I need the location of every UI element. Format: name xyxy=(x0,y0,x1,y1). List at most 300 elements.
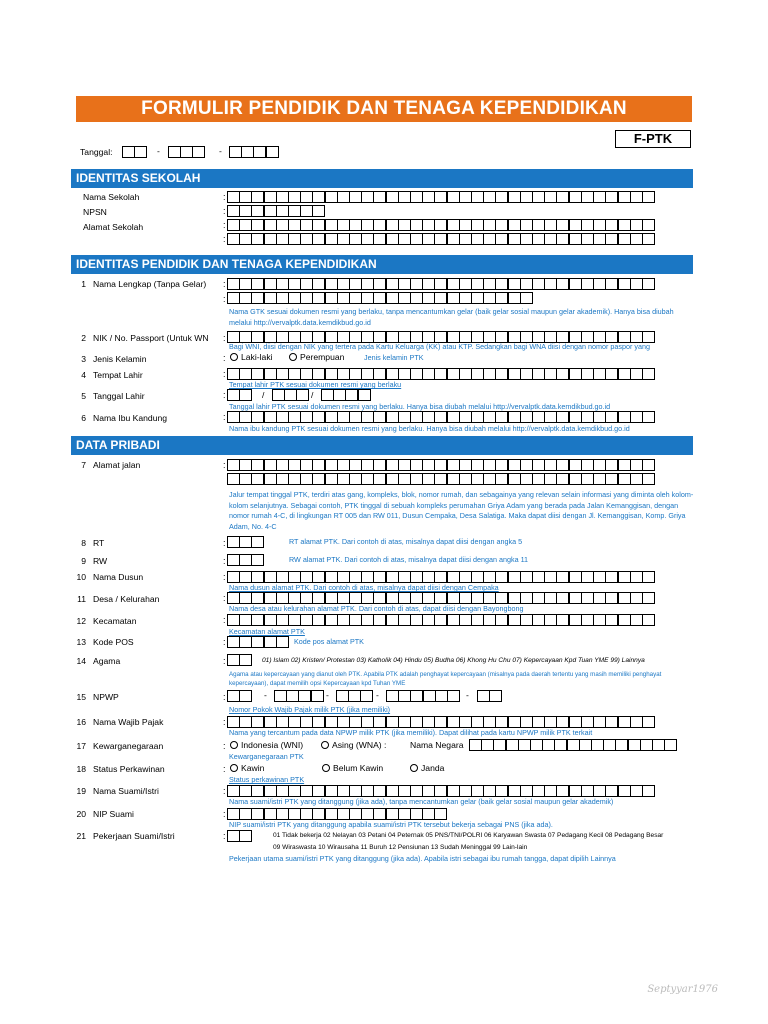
char-box[interactable] xyxy=(447,219,460,231)
radio-belum-kawin[interactable] xyxy=(322,763,383,774)
char-box[interactable] xyxy=(276,411,289,423)
char-box[interactable] xyxy=(544,459,557,471)
char-box[interactable] xyxy=(459,716,472,728)
char-box[interactable] xyxy=(264,614,277,626)
char-box[interactable] xyxy=(556,191,569,203)
char-box[interactable] xyxy=(361,473,374,485)
char-box[interactable] xyxy=(361,808,374,820)
char-box[interactable] xyxy=(593,785,606,797)
char-box[interactable] xyxy=(386,716,399,728)
char-box[interactable] xyxy=(422,571,435,583)
char-box[interactable] xyxy=(410,716,423,728)
char-box[interactable] xyxy=(495,292,508,304)
char-box[interactable] xyxy=(434,592,447,604)
char-box[interactable] xyxy=(251,785,264,797)
char-box[interactable] xyxy=(337,219,350,231)
tanggal-lahir-day-boxes[interactable] xyxy=(227,389,251,401)
char-box[interactable] xyxy=(325,808,338,820)
char-box[interactable] xyxy=(239,411,252,423)
char-box[interactable] xyxy=(508,278,521,290)
char-box[interactable] xyxy=(520,716,533,728)
char-box[interactable] xyxy=(495,614,508,626)
char-box[interactable] xyxy=(386,785,399,797)
char-box[interactable] xyxy=(410,368,423,380)
char-box[interactable] xyxy=(593,411,606,423)
char-box[interactable] xyxy=(227,292,240,304)
char-box[interactable] xyxy=(288,233,301,245)
char-box[interactable] xyxy=(605,191,618,203)
char-box[interactable] xyxy=(227,690,240,702)
char-box[interactable] xyxy=(483,292,496,304)
char-box[interactable] xyxy=(520,368,533,380)
char-box[interactable] xyxy=(361,292,374,304)
char-box[interactable] xyxy=(239,205,252,217)
char-box[interactable] xyxy=(556,459,569,471)
char-box[interactable] xyxy=(518,739,531,751)
char-box[interactable] xyxy=(410,459,423,471)
char-box[interactable] xyxy=(264,592,277,604)
char-box[interactable] xyxy=(300,205,313,217)
char-box[interactable] xyxy=(544,473,557,485)
char-box[interactable] xyxy=(325,592,338,604)
char-box[interactable] xyxy=(410,278,423,290)
char-box[interactable] xyxy=(227,592,240,604)
char-box[interactable] xyxy=(593,233,606,245)
char-box[interactable] xyxy=(447,292,460,304)
char-box[interactable] xyxy=(239,368,252,380)
char-box[interactable] xyxy=(373,473,386,485)
char-box[interactable] xyxy=(581,233,594,245)
char-box[interactable] xyxy=(569,716,582,728)
char-box[interactable] xyxy=(605,368,618,380)
char-box[interactable] xyxy=(556,278,569,290)
char-box[interactable] xyxy=(605,219,618,231)
char-box[interactable] xyxy=(312,473,325,485)
char-box[interactable] xyxy=(593,368,606,380)
char-box[interactable] xyxy=(239,592,252,604)
char-box[interactable] xyxy=(569,191,582,203)
char-box[interactable] xyxy=(288,459,301,471)
char-box[interactable] xyxy=(422,411,435,423)
char-box[interactable] xyxy=(642,368,655,380)
char-box[interactable] xyxy=(495,278,508,290)
char-box[interactable] xyxy=(593,191,606,203)
char-box[interactable] xyxy=(630,459,643,471)
char-box[interactable] xyxy=(325,278,338,290)
char-box[interactable] xyxy=(398,368,411,380)
nama-wajib-pajak-boxes[interactable] xyxy=(227,716,654,728)
char-box[interactable] xyxy=(434,278,447,290)
char-box[interactable] xyxy=(227,219,240,231)
char-box[interactable] xyxy=(312,292,325,304)
char-box[interactable] xyxy=(434,614,447,626)
char-box[interactable] xyxy=(227,785,240,797)
char-box[interactable] xyxy=(471,368,484,380)
char-box[interactable] xyxy=(532,716,545,728)
char-box[interactable] xyxy=(642,592,655,604)
char-box[interactable] xyxy=(264,636,277,648)
char-box[interactable] xyxy=(652,739,665,751)
char-box[interactable] xyxy=(227,808,240,820)
char-box[interactable] xyxy=(520,785,533,797)
char-box[interactable] xyxy=(349,571,362,583)
char-box[interactable] xyxy=(459,233,472,245)
char-box[interactable] xyxy=(373,219,386,231)
char-box[interactable] xyxy=(459,571,472,583)
char-box[interactable] xyxy=(593,459,606,471)
char-box[interactable] xyxy=(532,278,545,290)
char-box[interactable] xyxy=(337,292,350,304)
radio-wna[interactable] xyxy=(321,740,386,751)
char-box[interactable] xyxy=(569,219,582,231)
char-box[interactable] xyxy=(495,785,508,797)
char-box[interactable] xyxy=(325,716,338,728)
char-box[interactable] xyxy=(386,614,399,626)
desa-boxes[interactable] xyxy=(227,592,654,604)
char-box[interactable] xyxy=(459,191,472,203)
char-box[interactable] xyxy=(264,292,277,304)
char-box[interactable] xyxy=(312,808,325,820)
char-box[interactable] xyxy=(239,536,252,548)
char-box[interactable] xyxy=(410,614,423,626)
char-box[interactable] xyxy=(349,191,362,203)
char-box[interactable] xyxy=(298,690,311,702)
char-box[interactable] xyxy=(239,191,252,203)
char-box[interactable] xyxy=(581,278,594,290)
char-box[interactable] xyxy=(642,459,655,471)
rw-boxes[interactable] xyxy=(227,554,264,566)
char-box[interactable] xyxy=(630,473,643,485)
char-box[interactable] xyxy=(276,571,289,583)
char-box[interactable] xyxy=(520,411,533,423)
char-box[interactable] xyxy=(398,690,411,702)
char-box[interactable] xyxy=(227,536,240,548)
char-box[interactable] xyxy=(434,368,447,380)
char-box[interactable] xyxy=(520,571,533,583)
char-box[interactable] xyxy=(434,292,447,304)
char-box[interactable] xyxy=(410,592,423,604)
char-box[interactable] xyxy=(300,191,313,203)
char-box[interactable] xyxy=(312,233,325,245)
nip-suami-boxes[interactable] xyxy=(227,808,447,820)
char-box[interactable] xyxy=(251,808,264,820)
char-box[interactable] xyxy=(373,191,386,203)
char-box[interactable] xyxy=(311,690,324,702)
nama-lengkap-boxes-2[interactable] xyxy=(227,292,532,304)
char-box[interactable] xyxy=(349,592,362,604)
char-box[interactable] xyxy=(398,459,411,471)
char-box[interactable] xyxy=(642,571,655,583)
char-box[interactable] xyxy=(618,411,631,423)
char-box[interactable] xyxy=(434,459,447,471)
char-box[interactable] xyxy=(422,473,435,485)
char-box[interactable] xyxy=(483,473,496,485)
char-box[interactable] xyxy=(567,739,580,751)
char-box[interactable] xyxy=(325,473,338,485)
char-box[interactable] xyxy=(398,785,411,797)
char-box[interactable] xyxy=(471,614,484,626)
char-box[interactable] xyxy=(349,614,362,626)
char-box[interactable] xyxy=(239,571,252,583)
char-box[interactable] xyxy=(398,716,411,728)
char-box[interactable] xyxy=(300,785,313,797)
kode-pos-boxes[interactable] xyxy=(227,636,288,648)
char-box[interactable] xyxy=(593,278,606,290)
char-box[interactable] xyxy=(630,368,643,380)
char-box[interactable] xyxy=(264,716,277,728)
char-box[interactable] xyxy=(471,411,484,423)
char-box[interactable] xyxy=(288,785,301,797)
char-box[interactable] xyxy=(581,368,594,380)
char-box[interactable] xyxy=(581,785,594,797)
char-box[interactable] xyxy=(251,614,264,626)
char-box[interactable] xyxy=(410,191,423,203)
radio-janda[interactable] xyxy=(410,763,444,774)
char-box[interactable] xyxy=(337,473,350,485)
char-box[interactable] xyxy=(447,459,460,471)
char-box[interactable] xyxy=(264,368,277,380)
char-box[interactable] xyxy=(483,785,496,797)
char-box[interactable] xyxy=(264,278,277,290)
char-box[interactable] xyxy=(286,690,299,702)
char-box[interactable] xyxy=(542,739,555,751)
char-box[interactable] xyxy=(642,278,655,290)
char-box[interactable] xyxy=(605,716,618,728)
char-box[interactable] xyxy=(493,739,506,751)
char-box[interactable] xyxy=(361,592,374,604)
char-box[interactable] xyxy=(471,716,484,728)
char-box[interactable] xyxy=(471,191,484,203)
char-box[interactable] xyxy=(483,191,496,203)
char-box[interactable] xyxy=(471,459,484,471)
char-box[interactable] xyxy=(373,278,386,290)
char-box[interactable] xyxy=(264,571,277,583)
char-box[interactable] xyxy=(227,191,240,203)
char-box[interactable] xyxy=(434,785,447,797)
char-box[interactable] xyxy=(447,592,460,604)
char-box[interactable] xyxy=(434,191,447,203)
char-box[interactable] xyxy=(276,233,289,245)
char-box[interactable] xyxy=(296,389,309,401)
char-box[interactable] xyxy=(312,205,325,217)
char-box[interactable] xyxy=(349,219,362,231)
char-box[interactable] xyxy=(556,219,569,231)
char-box[interactable] xyxy=(386,191,399,203)
char-box[interactable] xyxy=(618,473,631,485)
char-box[interactable] xyxy=(422,808,435,820)
char-box[interactable] xyxy=(251,473,264,485)
char-box[interactable] xyxy=(349,411,362,423)
char-box[interactable] xyxy=(459,278,472,290)
char-box[interactable] xyxy=(251,233,264,245)
tempat-lahir-boxes[interactable] xyxy=(227,368,654,380)
char-box[interactable] xyxy=(618,459,631,471)
char-box[interactable] xyxy=(325,614,338,626)
char-box[interactable] xyxy=(386,233,399,245)
npwp-boxes-5[interactable] xyxy=(477,690,501,702)
char-box[interactable] xyxy=(605,411,618,423)
char-box[interactable] xyxy=(434,473,447,485)
char-box[interactable] xyxy=(134,146,147,158)
char-box[interactable] xyxy=(360,690,373,702)
char-box[interactable] xyxy=(581,592,594,604)
char-box[interactable] xyxy=(459,614,472,626)
char-box[interactable] xyxy=(469,739,482,751)
char-box[interactable] xyxy=(312,716,325,728)
char-box[interactable] xyxy=(642,785,655,797)
char-box[interactable] xyxy=(337,716,350,728)
char-box[interactable] xyxy=(325,233,338,245)
char-box[interactable] xyxy=(361,219,374,231)
char-box[interactable] xyxy=(251,191,264,203)
char-box[interactable] xyxy=(642,233,655,245)
char-box[interactable] xyxy=(321,389,334,401)
char-box[interactable] xyxy=(618,233,631,245)
char-box[interactable] xyxy=(349,473,362,485)
char-box[interactable] xyxy=(337,785,350,797)
char-box[interactable] xyxy=(556,411,569,423)
char-box[interactable] xyxy=(398,473,411,485)
char-box[interactable] xyxy=(605,473,618,485)
char-box[interactable] xyxy=(373,233,386,245)
char-box[interactable] xyxy=(447,473,460,485)
char-box[interactable] xyxy=(569,785,582,797)
char-box[interactable] xyxy=(483,592,496,604)
char-box[interactable] xyxy=(605,233,618,245)
char-box[interactable] xyxy=(495,368,508,380)
char-box[interactable] xyxy=(288,808,301,820)
char-box[interactable] xyxy=(544,233,557,245)
char-box[interactable] xyxy=(349,808,362,820)
char-box[interactable] xyxy=(312,368,325,380)
char-box[interactable] xyxy=(532,191,545,203)
char-box[interactable] xyxy=(276,473,289,485)
char-box[interactable] xyxy=(471,473,484,485)
char-box[interactable] xyxy=(386,219,399,231)
char-box[interactable] xyxy=(618,368,631,380)
char-box[interactable] xyxy=(434,808,447,820)
nama-lengkap-boxes-1[interactable] xyxy=(227,278,654,290)
char-box[interactable] xyxy=(276,205,289,217)
char-box[interactable] xyxy=(337,278,350,290)
char-box[interactable] xyxy=(251,278,264,290)
char-box[interactable] xyxy=(544,614,557,626)
char-box[interactable] xyxy=(630,191,643,203)
char-box[interactable] xyxy=(471,278,484,290)
char-box[interactable] xyxy=(556,592,569,604)
char-box[interactable] xyxy=(312,785,325,797)
char-box[interactable] xyxy=(471,233,484,245)
char-box[interactable] xyxy=(227,716,240,728)
char-box[interactable] xyxy=(603,739,616,751)
char-box[interactable] xyxy=(276,459,289,471)
char-box[interactable] xyxy=(312,219,325,231)
char-box[interactable] xyxy=(508,785,521,797)
char-box[interactable] xyxy=(373,592,386,604)
char-box[interactable] xyxy=(361,571,374,583)
nama-sekolah-boxes[interactable] xyxy=(227,191,654,203)
alamat-jalan-boxes-1[interactable] xyxy=(227,459,654,471)
char-box[interactable] xyxy=(300,411,313,423)
char-box[interactable] xyxy=(447,191,460,203)
char-box[interactable] xyxy=(229,146,242,158)
char-box[interactable] xyxy=(312,411,325,423)
char-box[interactable] xyxy=(300,292,313,304)
char-box[interactable] xyxy=(642,219,655,231)
nama-suami-istri-boxes[interactable] xyxy=(227,785,654,797)
char-box[interactable] xyxy=(349,368,362,380)
char-box[interactable] xyxy=(630,716,643,728)
char-box[interactable] xyxy=(239,233,252,245)
char-box[interactable] xyxy=(361,785,374,797)
char-box[interactable] xyxy=(495,716,508,728)
char-box[interactable] xyxy=(422,219,435,231)
char-box[interactable] xyxy=(506,739,519,751)
char-box[interactable] xyxy=(361,368,374,380)
char-box[interactable] xyxy=(556,233,569,245)
char-box[interactable] xyxy=(423,690,436,702)
char-box[interactable] xyxy=(300,614,313,626)
char-box[interactable] xyxy=(434,233,447,245)
char-box[interactable] xyxy=(642,473,655,485)
char-box[interactable] xyxy=(345,389,358,401)
char-box[interactable] xyxy=(398,571,411,583)
char-box[interactable] xyxy=(593,473,606,485)
char-box[interactable] xyxy=(276,785,289,797)
char-box[interactable] xyxy=(520,614,533,626)
char-box[interactable] xyxy=(312,459,325,471)
char-box[interactable] xyxy=(239,654,252,666)
char-box[interactable] xyxy=(386,808,399,820)
char-box[interactable] xyxy=(605,278,618,290)
char-box[interactable] xyxy=(569,278,582,290)
char-box[interactable] xyxy=(276,292,289,304)
char-box[interactable] xyxy=(251,411,264,423)
char-box[interactable] xyxy=(180,146,193,158)
char-box[interactable] xyxy=(386,278,399,290)
char-box[interactable] xyxy=(532,592,545,604)
pekerjaan-boxes[interactable] xyxy=(227,830,251,842)
char-box[interactable] xyxy=(410,233,423,245)
char-box[interactable] xyxy=(447,716,460,728)
char-box[interactable] xyxy=(398,808,411,820)
char-box[interactable] xyxy=(398,614,411,626)
char-box[interactable] xyxy=(227,389,240,401)
char-box[interactable] xyxy=(520,473,533,485)
char-box[interactable] xyxy=(288,205,301,217)
char-box[interactable] xyxy=(618,614,631,626)
char-box[interactable] xyxy=(312,614,325,626)
char-box[interactable] xyxy=(556,614,569,626)
char-box[interactable] xyxy=(581,473,594,485)
char-box[interactable] xyxy=(227,278,240,290)
char-box[interactable] xyxy=(239,389,252,401)
char-box[interactable] xyxy=(642,191,655,203)
char-box[interactable] xyxy=(434,716,447,728)
char-box[interactable] xyxy=(642,411,655,423)
char-box[interactable] xyxy=(358,389,371,401)
char-box[interactable] xyxy=(312,571,325,583)
char-box[interactable] xyxy=(300,278,313,290)
char-box[interactable] xyxy=(361,716,374,728)
char-box[interactable] xyxy=(459,292,472,304)
char-box[interactable] xyxy=(251,716,264,728)
char-box[interactable] xyxy=(325,459,338,471)
char-box[interactable] xyxy=(483,459,496,471)
char-box[interactable] xyxy=(337,592,350,604)
char-box[interactable] xyxy=(264,473,277,485)
char-box[interactable] xyxy=(483,571,496,583)
